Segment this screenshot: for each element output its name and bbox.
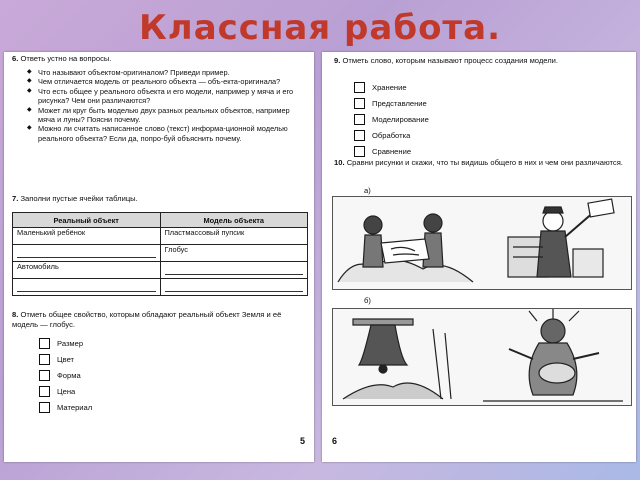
question-6-item: ◆ Можно ли считать написанное слово (текст) информа-ционной моделью реального объекта? Если да, попро-буй объяснить почему. <box>26 124 308 143</box>
checkbox[interactable] <box>39 386 50 397</box>
question-6-item: ◆ Что называют объектом-оригиналом? Приведи пример. <box>26 68 308 77</box>
option-price[interactable]: Цена <box>39 386 75 397</box>
option-color[interactable]: Цвет <box>39 354 74 365</box>
question-8-heading: 8. Отметь общее свойство, которым обладают реальный объект Земля и её модель — глобус. <box>12 310 282 329</box>
option-modeling[interactable]: Моделирование <box>354 114 429 125</box>
picture-label-b: б) <box>364 296 371 305</box>
table-header-row <box>13 213 308 228</box>
table-row <box>13 228 308 245</box>
page-number: 6 <box>332 436 338 446</box>
question-10-heading: 10. Сравни рисунки и скажи, что ты видишь общего в них и чем они различаются. <box>334 158 623 167</box>
option-material[interactable]: Материал <box>39 402 92 413</box>
checkbox[interactable] <box>39 338 50 349</box>
question-6-heading: 6. Ответь устно на вопросы. <box>12 54 112 63</box>
question-9-heading: 9. Отметь слово, которым называют процесс создания модели. <box>334 56 559 65</box>
question-6-item: ◆ Может ли круг быть моделью двух разных реальных объектов, например мяча и луны? Поясни почему. <box>26 106 308 125</box>
table-row <box>13 279 308 296</box>
option-processing[interactable]: Обработка <box>354 130 410 141</box>
question-6-item: ◆ Чем отличается модель от реального объекта — объ-екта-оригинала? <box>26 77 308 86</box>
option-size[interactable]: Размер <box>39 338 83 349</box>
table-cell: Глобус <box>160 245 308 262</box>
checkbox[interactable] <box>39 370 50 381</box>
illustration-a-drawing <box>333 197 631 289</box>
checkbox[interactable] <box>354 114 365 125</box>
option-representation[interactable]: Представление <box>354 98 427 109</box>
page-number: 5 <box>300 436 306 446</box>
table-cell: Пластмассовый пупсик <box>160 228 308 245</box>
illustration-a <box>332 196 632 290</box>
right-page <box>322 52 636 462</box>
option-comparison[interactable]: Сравнение <box>354 146 411 157</box>
table-cell-blank[interactable] <box>13 245 161 262</box>
objects-table <box>12 212 308 296</box>
checkbox[interactable] <box>354 98 365 109</box>
checkbox[interactable] <box>39 354 50 365</box>
table-row <box>13 262 308 279</box>
option-shape[interactable]: Форма <box>39 370 81 381</box>
table-header: Модель объекта <box>160 213 308 228</box>
question-6-list <box>26 68 308 143</box>
illustration-b-drawing <box>333 309 631 405</box>
checkbox[interactable] <box>39 402 50 413</box>
checkbox[interactable] <box>354 82 365 93</box>
illustration-b <box>332 308 632 406</box>
page-title: Классная работа. <box>139 8 501 48</box>
checkbox[interactable] <box>354 146 365 157</box>
picture-label-a: а) <box>364 186 371 195</box>
table-cell-blank[interactable] <box>13 279 161 296</box>
left-page <box>4 52 314 462</box>
table-cell: Автомобиль <box>13 262 161 279</box>
checkbox[interactable] <box>354 130 365 141</box>
question-7-heading: 7. Заполни пустые ячейки таблицы. <box>12 194 138 203</box>
table-cell-blank[interactable] <box>160 279 308 296</box>
question-6-item: ◆ Что есть общее у реального объекта и его модели, например у мяча и его рисунка? Чем они различаются? <box>26 87 308 106</box>
option-storage[interactable]: Хранение <box>354 82 407 93</box>
table-header: Реальный объект <box>13 213 161 228</box>
table-cell-blank[interactable] <box>160 262 308 279</box>
table-cell: Маленький ребёнок <box>13 228 161 245</box>
table-row <box>13 245 308 262</box>
